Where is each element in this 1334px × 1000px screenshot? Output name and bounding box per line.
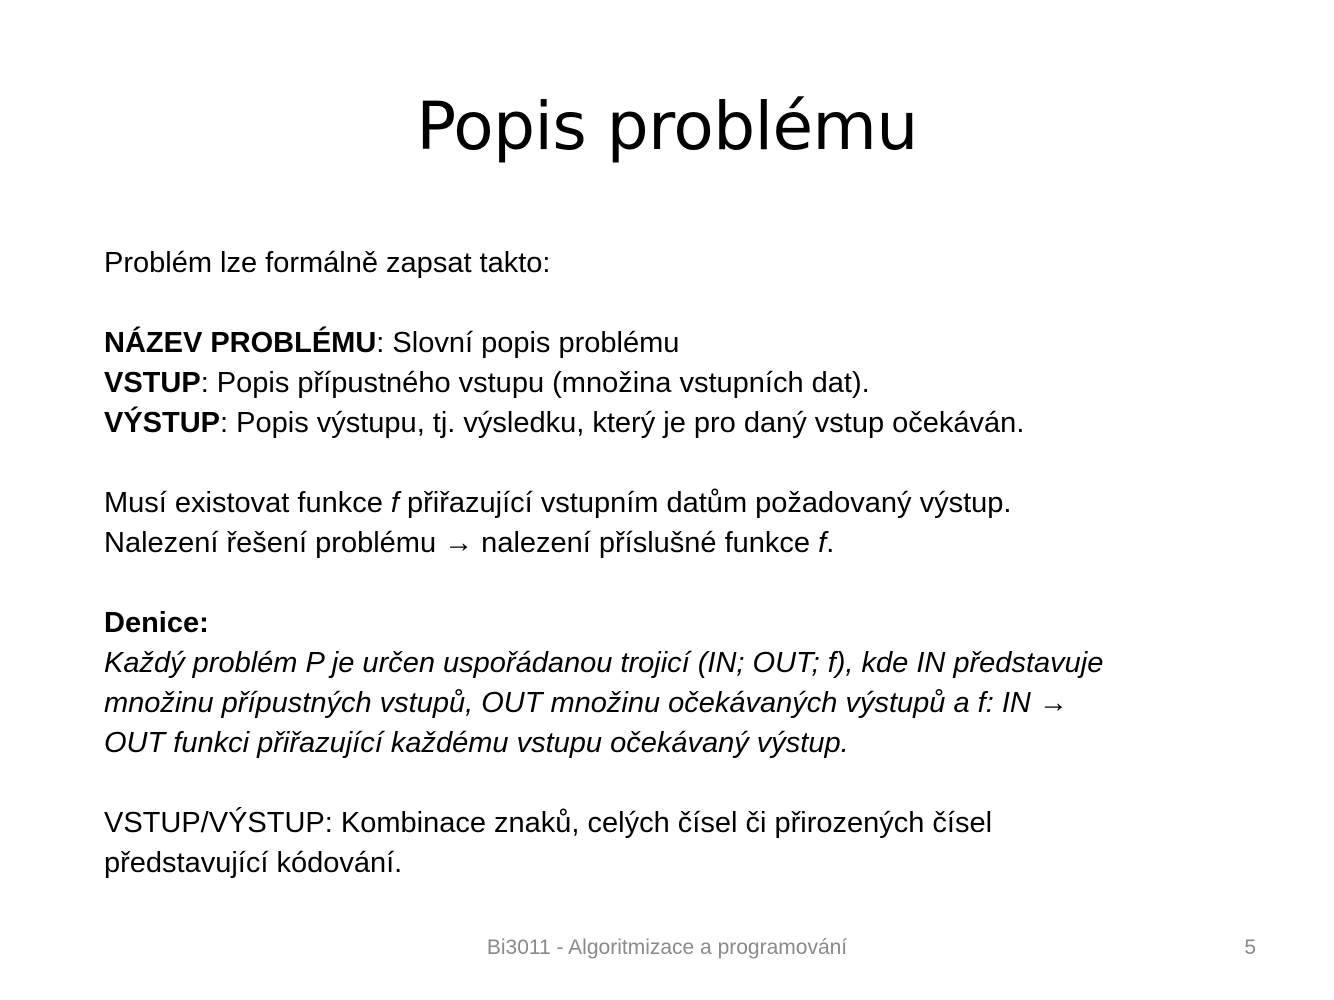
spacer <box>104 563 1284 603</box>
term-output: VÝSTUP <box>104 407 221 439</box>
spacer <box>104 283 1284 323</box>
definition-text-line: Každý problém P je určen uspořádanou trojicí (IN; OUT; f), kde IN představuje <box>104 647 1104 679</box>
function-line-1-after: přiřazující vstupním datům požadovaný výstup. <box>398 487 1012 519</box>
spacer <box>104 443 1284 483</box>
term-output-text: : Popis výstupu, tj. výsledku, který je pro daný vstup očekáván. <box>220 407 1025 439</box>
function-line-1 <box>104 483 1284 523</box>
function-symbol: f <box>818 527 827 559</box>
slide-body <box>104 243 1284 883</box>
function-symbol: f <box>390 487 399 519</box>
spacer <box>104 763 1284 803</box>
definition-line-output <box>104 403 1284 443</box>
intro-text: Problém lze formálně zapsat takto: <box>104 247 551 279</box>
definition-line-name <box>104 323 1284 363</box>
term-input-text: : Popis přípustného vstupu (množina vstupních dat). <box>200 367 870 399</box>
footer-course: Bi3011 - Algoritmizace a programování <box>486 936 848 959</box>
function-line-2-before: Nalezení řešení problému → nalezení příslušné funkce <box>104 527 819 559</box>
slide-title: Popis problému <box>416 88 918 165</box>
term-name-text: : Slovní popis problému <box>376 327 680 359</box>
page-number: 5 <box>1244 936 1256 959</box>
io-line: VSTUP/VÝSTUP: Kombinace znaků, celých čísel či přirozených čísel <box>104 807 993 839</box>
function-line-1-before: Musí existovat funkce <box>104 487 391 519</box>
function-line-2 <box>104 523 1284 563</box>
definition-heading: Denice: <box>104 607 209 639</box>
definition-line-input <box>104 363 1284 403</box>
term-name: NÁZEV PROBLÉMU <box>104 327 377 359</box>
function-line-2-after: . <box>826 527 835 559</box>
term-input: VSTUP <box>104 367 201 399</box>
definition-text-line: množinu přípustných vstupů, OUT množinu očekávaných výstupů a f: IN → <box>104 687 1068 719</box>
io-line: představující kódování. <box>104 847 403 879</box>
definition-text-line: OUT funkci přiřazující každému vstupu očekávaný výstup. <box>104 727 849 759</box>
